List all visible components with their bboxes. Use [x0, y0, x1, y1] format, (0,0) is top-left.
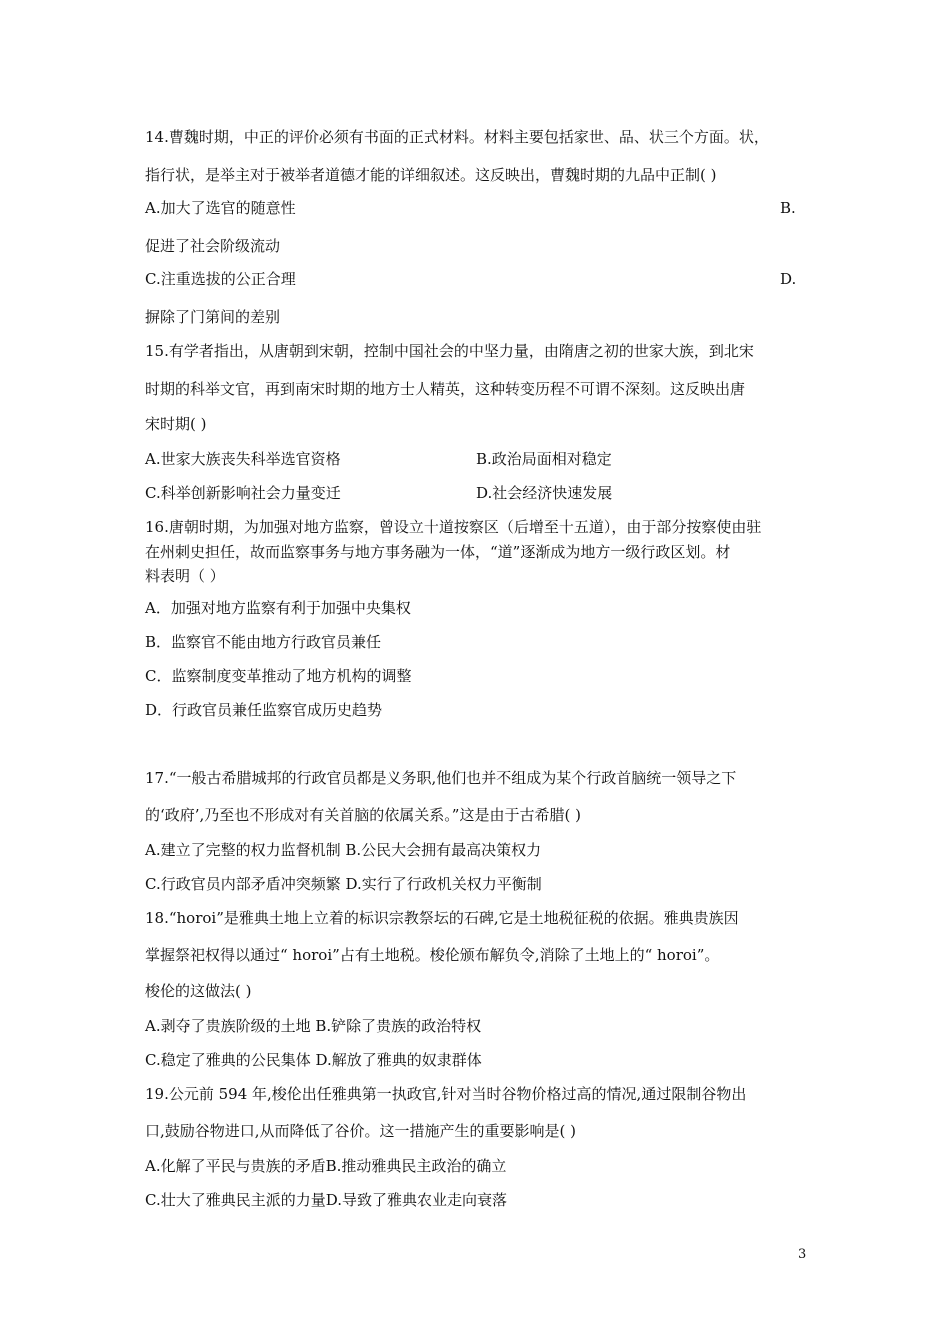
q14-option-b-text: 促进了社会阶级流动 [145, 237, 281, 255]
q16-option-d: D．行政官员兼任监察官成历史趋势 [145, 701, 383, 719]
q17-stem-line-2: 的‘政府’,乃至也不形成对有关首脑的依属关系。”这是由于古希腊( ) [145, 806, 581, 824]
q19-options-cd: C.壮大了雅典民主派的力量D.导致了雅典农业走向衰落 [145, 1191, 507, 1209]
q15-option-c: C.科举创新影响社会力量变迁 [145, 484, 341, 502]
q18-options-cd: C.稳定了雅典的公民集体 D.解放了雅典的奴隶群体 [145, 1051, 482, 1069]
q15-stem-line-1: 15.有学者指出，从唐朝到宋朝，控制中国社会的中坚力量，由隋唐之初的世家大族，到北宋 [145, 342, 754, 360]
q19-options-ab: A.化解了平民与贵族的矛盾B.推动雅典民主政治的确立 [145, 1157, 507, 1175]
q14-option-a: A.加大了选官的随意性 [145, 199, 296, 217]
q14-stem-line-1: 14.曹魏时期，中正的评价必须有书面的正式材料。材料主要包括家世、品、状三个方面。状， [145, 128, 769, 146]
q15-option-a: A.世家大族丧失科举选官资格 [145, 450, 341, 468]
q15-option-d: D.社会经济快速发展 [476, 484, 613, 502]
q15-stem-line-2: 时期的科举文官，再到南宋时期的地方士人精英，这种转变历程不可谓不深刻。这反映出唐 [145, 380, 746, 398]
q14-stem-line-2: 指行状，是举主对于被举者道德才能的详细叙述。这反映出，曹魏时期的九品中正制( ) [145, 166, 717, 184]
q14-option-b-label: B. [780, 199, 796, 217]
q16-option-b: B．监察官不能由地方行政官员兼任 [145, 633, 382, 651]
q14-option-d-label: D. [780, 270, 797, 288]
q17-stem-line-1: 17.“一般古希腊城邦的行政官员都是义务职,他们也并不组成为某个行政首脑统一领导之下 [145, 769, 737, 787]
q16-option-c: C．监察制度变革推动了地方机构的调整 [145, 667, 412, 685]
q15-option-b: B.政治局面相对稳定 [476, 450, 612, 468]
q18-stem-line-3: 梭伦的这做法( ) [145, 982, 252, 1000]
q18-stem-line-2: 掌握祭祀权得以通过“ horoi”占有土地税。梭伦颁布解负令,消除了土地上的“ horoi”。 [145, 946, 720, 964]
q19-stem-line-1: 19.公元前 594 年,梭伦出任雅典第一执政官,针对当时谷物价格过高的情况,通过限制谷物出 [145, 1085, 747, 1103]
q14-option-d-text: 摒除了门第间的差别 [145, 308, 281, 326]
q16-option-a: A．加强对地方监察有利于加强中央集权 [145, 599, 411, 617]
q16-stem-line-2: 在州刺史担任，故而监察事务与地方事务融为一体，“道”逐渐成为地方一级行政区划。材 [145, 543, 731, 561]
q18-options-ab: A.剥夺了贵族阶级的土地 B.铲除了贵族的政治特权 [145, 1017, 482, 1035]
q15-stem-line-3: 宋时期( ) [145, 415, 207, 433]
page-number: 3 [798, 1247, 807, 1262]
q17-options-cd: C.行政官员内部矛盾冲突频繁 D.实行了行政机关权力平衡制 [145, 875, 542, 893]
q19-stem-line-2: 口,鼓励谷物进口,从而降低了谷价。这一措施产生的重要影响是( ) [145, 1122, 577, 1140]
q14-option-c: C.注重选拔的公正合理 [145, 270, 296, 288]
q16-stem-line-3: 料表明（ ） [145, 567, 225, 585]
q18-stem-line-1: 18.“horoi”是雅典土地上立着的标识宗教祭坛的石碑,它是土地税征税的依据。雅典贵族因 [145, 909, 739, 927]
q17-options-ab: A.建立了完整的权力监督机制 B.公民大会拥有最高决策权力 [145, 841, 542, 859]
q16-stem-line-1: 16.唐朝时期，为加强对地方监察，曾设立十道按察区（后增至十五道），由于部分按察使由驻 [145, 518, 762, 536]
